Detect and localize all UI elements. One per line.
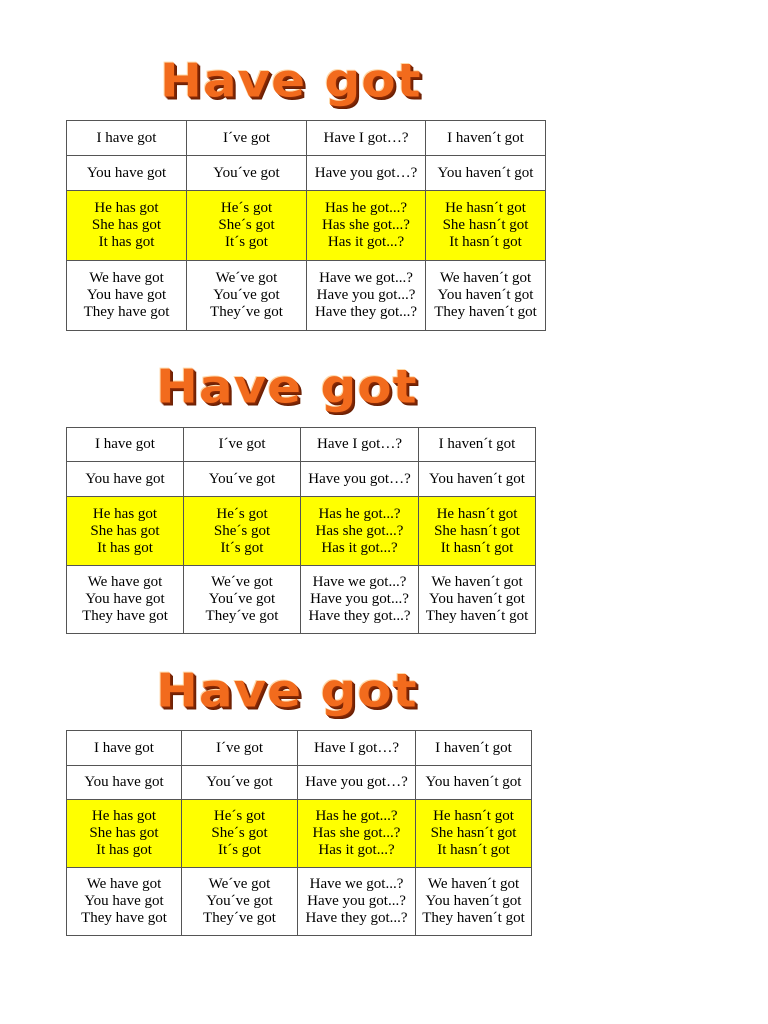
table-cell: You haven´t got <box>426 156 546 191</box>
table-cell: We have got You have got They have got <box>67 566 184 634</box>
table-cell: Have we got...? Have you got...? Have they got...? <box>301 566 419 634</box>
table-cell: I haven´t got <box>419 428 536 462</box>
table-row <box>67 261 546 331</box>
table-row-highlighted <box>67 800 532 868</box>
table-cell: We haven´t got You haven´t got They haven´t got <box>419 566 536 634</box>
table-cell: I have got <box>67 428 184 462</box>
table-cell: Has he got...? Has she got...? Has it got...? <box>298 800 416 868</box>
table-cell: He´s got She´s got It´s got <box>187 191 307 261</box>
table-cell: I´ve got <box>184 428 301 462</box>
table-cell: Has he got...? Has she got...? Has it got...? <box>301 497 419 566</box>
table-cell: He has got She has got It has got <box>67 497 184 566</box>
section-title: Have got <box>160 54 422 108</box>
table-cell: He has got She has got It has got <box>67 800 182 868</box>
conjugation-table <box>66 427 536 634</box>
table-cell: He has got She has got It has got <box>67 191 187 261</box>
table-cell: You´ve got <box>184 462 301 497</box>
table-cell: Have I got…? <box>307 121 426 156</box>
table-cell: Have I got…? <box>298 731 416 766</box>
table-cell: We´ve got You´ve got They´ve got <box>187 261 307 331</box>
table-row <box>67 428 536 462</box>
table-cell: We haven´t got You haven´t got They haven´t got <box>426 261 546 331</box>
table-row <box>67 766 532 800</box>
table-cell: You´ve got <box>187 156 307 191</box>
table-row <box>67 462 536 497</box>
table-cell: I have got <box>67 121 187 156</box>
table-cell: You have got <box>67 462 184 497</box>
table-row-highlighted <box>67 497 536 566</box>
table-cell: He hasn´t got She hasn´t got It hasn´t got <box>419 497 536 566</box>
table-cell: Have I got…? <box>301 428 419 462</box>
table-cell: You have got <box>67 766 182 800</box>
table-cell: I haven´t got <box>416 731 532 766</box>
table-cell: We have got You have got They have got <box>67 261 187 331</box>
table-cell: He´s got She´s got It´s got <box>182 800 298 868</box>
section-title: Have got <box>156 664 418 718</box>
table-cell: I have got <box>67 731 182 766</box>
table-cell: Have you got…? <box>301 462 419 497</box>
table-cell: We´ve got You´ve got They´ve got <box>182 868 298 936</box>
table-row <box>67 156 546 191</box>
table-cell: We haven´t got You haven´t got They haven´t got <box>416 868 532 936</box>
table-cell: You haven´t got <box>416 766 532 800</box>
table-cell: We have got You have got They have got <box>67 868 182 936</box>
table-cell: He´s got She´s got It´s got <box>184 497 301 566</box>
table-cell: We´ve got You´ve got They´ve got <box>184 566 301 634</box>
table-cell: I haven´t got <box>426 121 546 156</box>
conjugation-table <box>66 120 546 331</box>
table-row-highlighted <box>67 191 546 261</box>
table-row <box>67 566 536 634</box>
table-cell: Have you got…? <box>298 766 416 800</box>
table-cell: He hasn´t got She hasn´t got It hasn´t got <box>416 800 532 868</box>
table-cell: I´ve got <box>187 121 307 156</box>
table-row <box>67 731 532 766</box>
table-cell: Has he got...? Has she got...? Has it got...? <box>307 191 426 261</box>
table-cell: You´ve got <box>182 766 298 800</box>
table-row <box>67 868 532 936</box>
table-cell: You have got <box>67 156 187 191</box>
table-cell: Have we got...? Have you got...? Have they got...? <box>307 261 426 331</box>
table-cell: You haven´t got <box>419 462 536 497</box>
table-cell: I´ve got <box>182 731 298 766</box>
table-cell: Have we got...? Have you got...? Have they got...? <box>298 868 416 936</box>
section-title: Have got <box>156 360 418 414</box>
table-cell: He hasn´t got She hasn´t got It hasn´t got <box>426 191 546 261</box>
conjugation-table <box>66 730 532 936</box>
table-cell: Have you got…? <box>307 156 426 191</box>
table-row <box>67 121 546 156</box>
